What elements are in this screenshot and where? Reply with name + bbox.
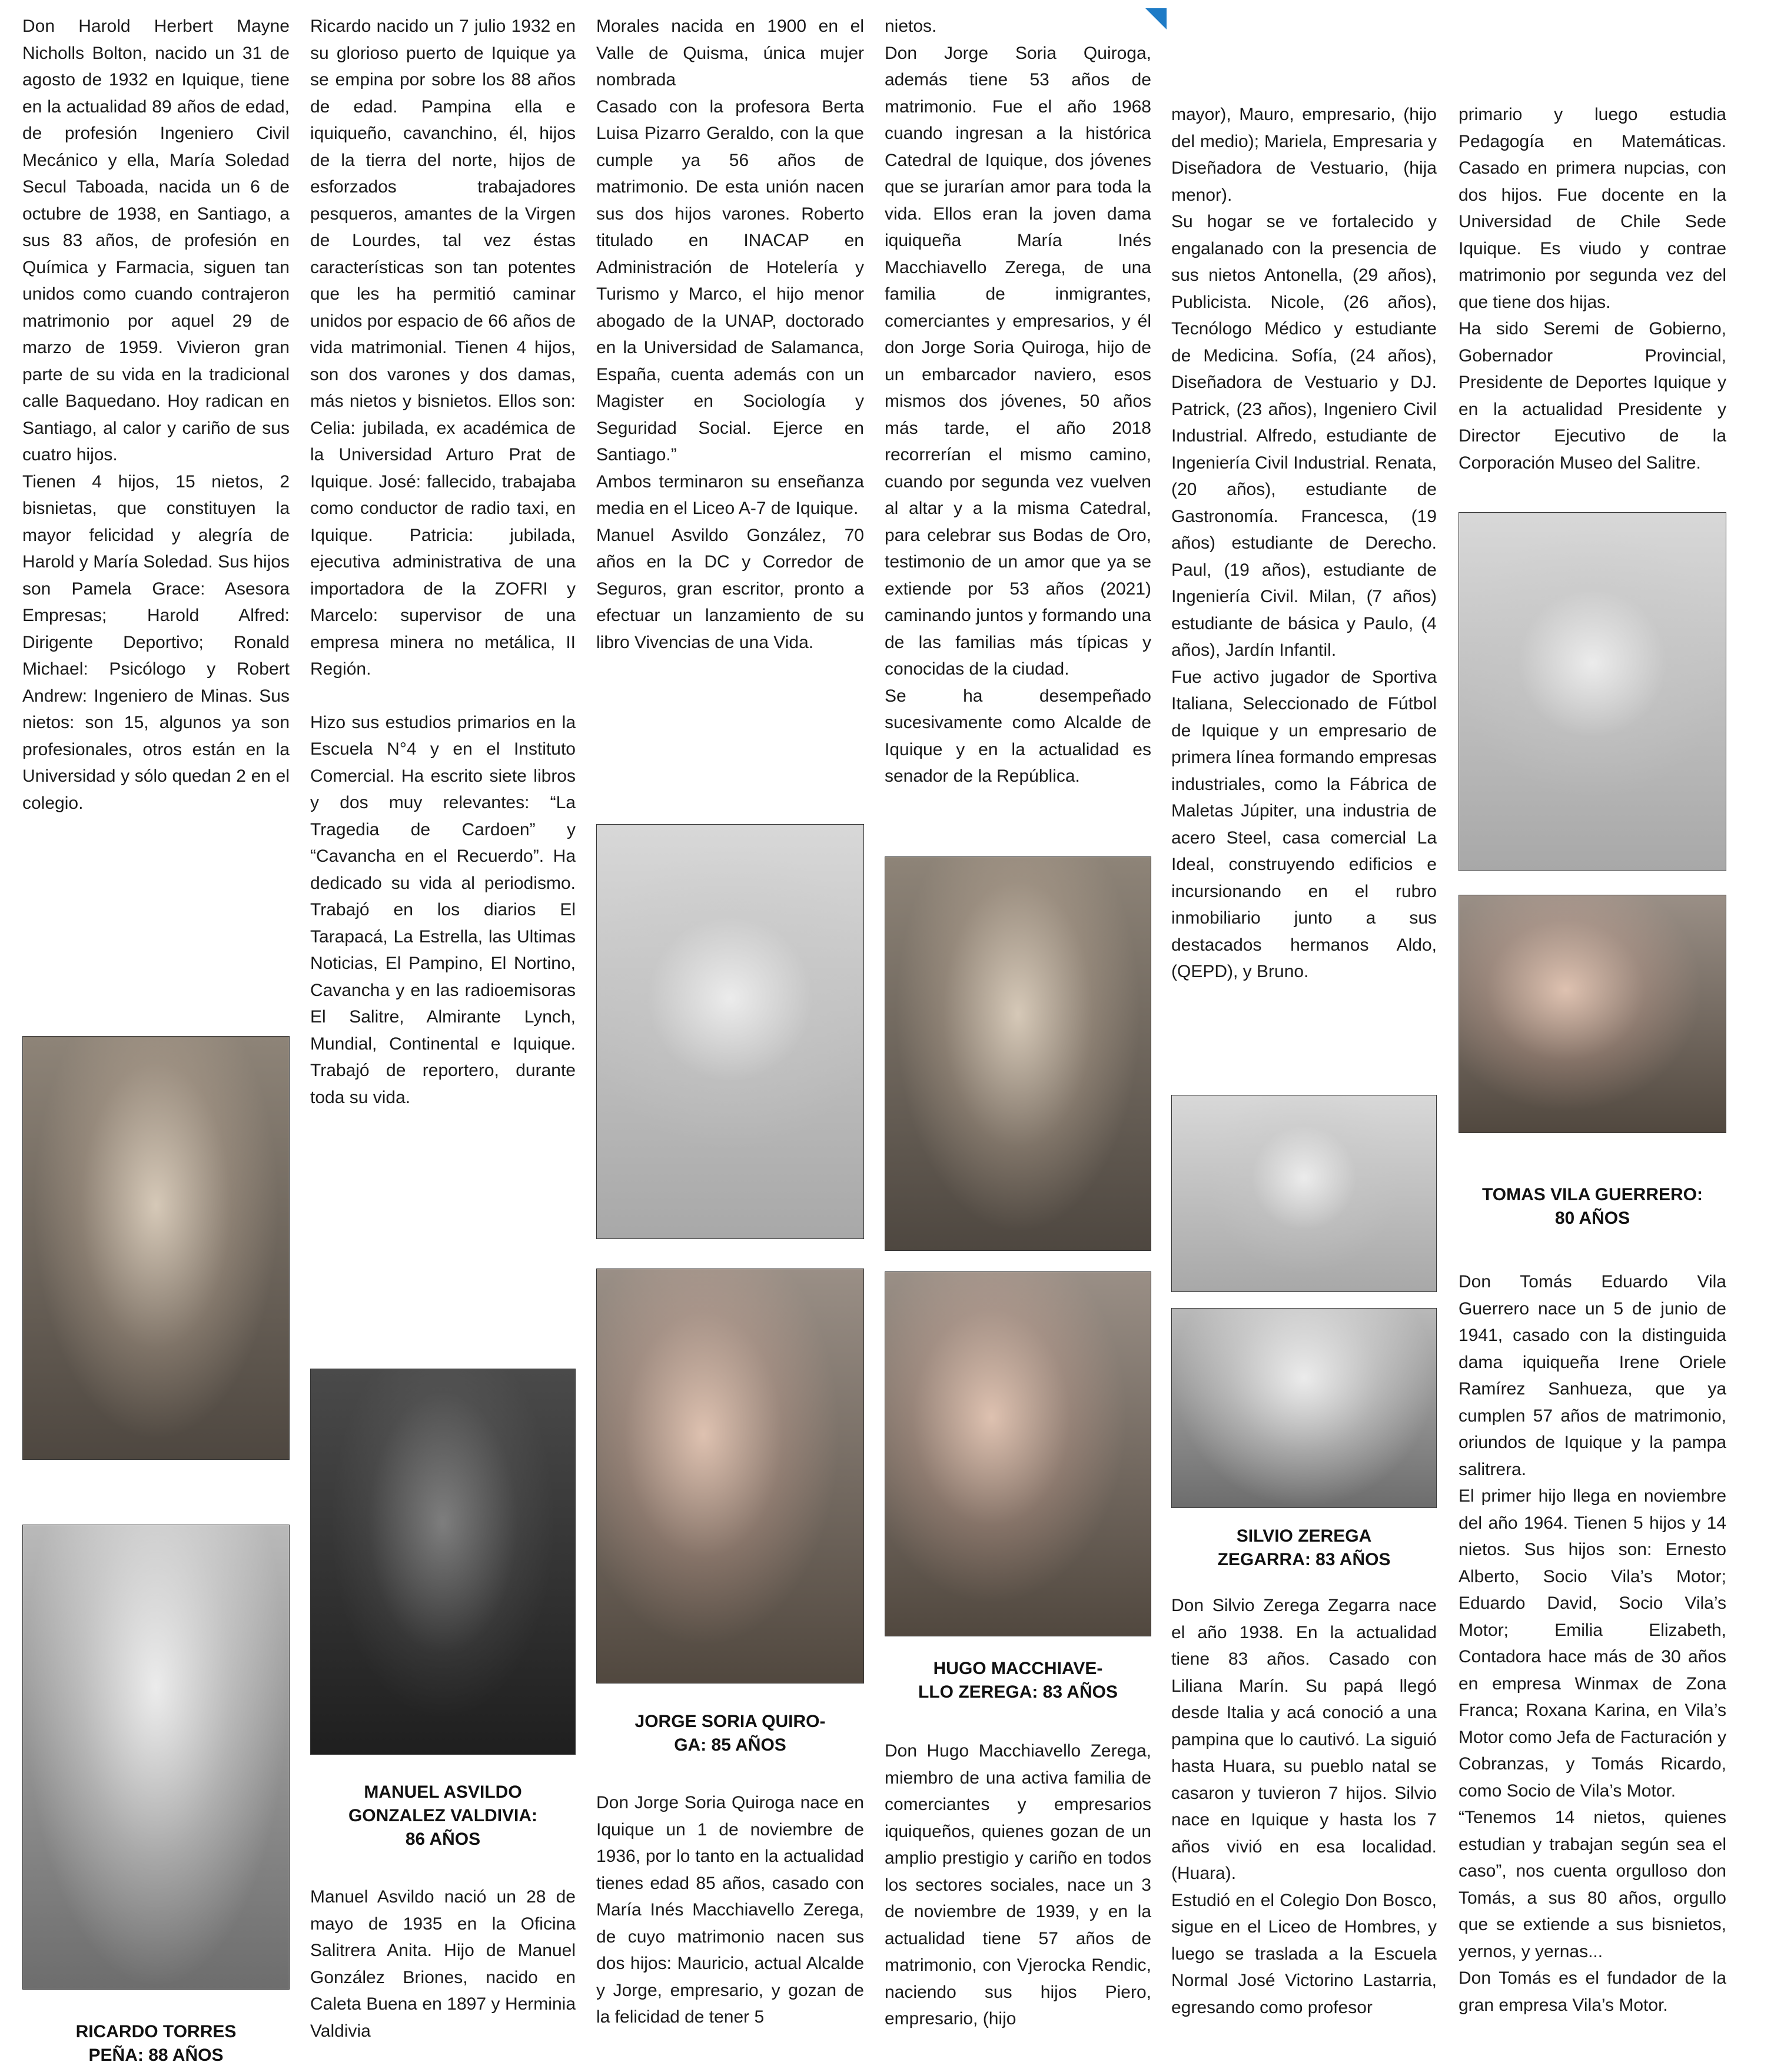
article-harold-paragraph-2: Tienen 4 hijos, 15 nietos, 2 bisnietas, que constituyen la mayor felicidad y alegría de Harold y María Soledad. Sus hijos son Pamela Grace: Asesora Empresas; Harold Alfred: Dirigente Deportivo; Ronald Michael: Psicólogo y Robert Andrew: Ingeniero de Minas. Sus nietos: son 15, algunos ya son profesionales, otros están en la Universidad y sólo quedan 2 en el colegio. [22,471,290,813]
article-tomas-paragraph-2: El primer hijo llega en noviembre del año 1964. Tienen 5 hijos y 14 nietos. Sus hijos son: Ernesto Alberto, Socio Vila’s Motor; Eduardo David, Socio Vila’s Motor; Emilia Elizabeth, Contadora hace más de 30 años en empresa Winmax de Zona Franca; Roxana Karina, en Vila’s Motor como Jefa de Facturación y Cobranzas, y Tomás Ricardo, como Socio de Vila’s Motor. [1459,1486,1726,1801]
article-hugo-paragraph-3: Su hogar se ve fortalecido y engalanado con la presencia de sus nietos Antonella, (29 años), Publicista. Nicole, (26 años), Tecnólogo Médico y estudiante de Medicina. Sofía, (24 años), Diseñadora de Vestuario y DJ. Patrick, (23 años), Ingeniero Civil Industrial. Alfredo, estudiante de Ingeniería Civil Industrial. Renata, (20 años), estudiante de Gastronomía. Francesca, (19 años) estudiante de Derecho. Paul, (19 años), estudiante de Ingeniería Civil. Milan, (7 años) estudiante de básica y Paulo, (4 años), Jardín Infantil. [1171,212,1437,660]
photo-macchiavello-young-couple [885,856,1151,1251]
article-manuel-paragraph-1: Manuel Asvildo nació un 28 de mayo de 1935 en la Oficina Salitrera Anita. Hijo de Manuel González Briones, nacido en Caleta Buena en 1897 y Herminia Valdivia [310,1887,576,2041]
caption-manuel-asvildo: MANUEL ASVILDO GONZALEZ VALDIVIA: 86 AÑOS [348,1782,538,1849]
caption-hugo-macchiavello: HUGO MACCHIAVE- LLO ZEREGA: 83 AÑOS [918,1659,1118,1702]
photo-manuel-asvildo-couple [310,1369,576,1755]
article-jorge-paragraph-1: Don Jorge Soria Quiroga nace en Iquique un 1 de noviembre de 1936, por lo tanto en la actualidad tienes edad 85 años, casado con María Inés Macchiavello Zerega, de cuyo matrimonio nacen sus dos hijos: Mauricio, actual Alcalde y Jorge, empresario, y gozan de la felicidad de tener 5 [596,1793,864,2027]
article-manuel-paragraph-3: Casado con la profesora Berta Luisa Pizarro Geraldo, con la que cumple ya 56 años de matrimonio. De esta unión nacen sus dos hijos varones. Roberto titulado en INACAP en Administración de Hotelería y Turismo y Marco, el hijo menor abogado de la UNAP, doctorado en la Universidad de Salamanca, España, cuenta además con un Magister en Sociología y Seguridad Social. Ejerce en Santiago.” [596,97,864,464]
column-6 [1459,101,1726,476]
article-manuel-paragraph-4: Ambos terminaron su enseñanza media en el Liceo A-7 de Iquique. [596,471,864,518]
photo-young-woman [22,1036,290,1460]
column-5-bottom [1171,1592,1437,2021]
photo-ricardo-torres [22,1525,290,1990]
photo-hugo-macchiavello-couple [885,1271,1151,1636]
article-ricardo-paragraph-1: Ricardo nacido un 7 julio 1932 en su glorioso puerto de Iquique ya se empina por sobre los 88 años de edad. Pampina ella e iquiqueño, cavanchino, él, hijos de la tierra del norte, hijos de esforzados trabajadores pesqueros, amantes de la Virgen de Lourdes, tal vez éstas características son tan potentes que les ha permitió caminar unidos por espacio de 66 años de vida matrimonial. Tienen 4 hijos, son dos varones y dos damas, más nietos y bisnietos. Ellos son: Celia: jubilada, ex académica de la Universidad Arturo Prat de Iquique. José: fallecido, trabajaba como conductor de radio taxi, en Iquique. Patricia: jubilada, ejecutiva administrativa de una importadora de la ZOFRI y Marcelo: supervisor de una empresa minera no metálica, II Región. [310,16,576,679]
caption-tomas-vila: TOMAS VILA GUERRERO: 80 AÑOS [1481,1185,1703,1228]
article-silvio-paragraph-3: primario y luego estudia Pedagogía en Matemáticas. Casado en primera nupcias, con dos hijos. Fue docente en la Universidad de Chile Sede Iquique. Es viudo y contrae matrimonio por segunda vez del que tiene dos hijas. [1459,105,1726,312]
article-silvio-paragraph-1: Don Silvio Zerega Zegarra nace el año 1938. En la actualidad tiene 83 años. Casado con Liliana Marín. Su papá llegó desde Italia y acá conoció a una pampina que lo cautivó. La siguió hasta Huara, su pueblo natal se casaron y tuvieron 7 hijos. Silvio nace en Iquique y hasta los 7 años vivió en esa localidad. (Huara). [1171,1596,1437,1883]
article-silvio-paragraph-2: Estudió en el Colegio Don Bosco, sigue en el Liceo de Hombres, y luego se traslada a la Escuela Normal José Victorino Lastarria, egresando como profesor [1171,1890,1437,2017]
caption-ricardo-torres: RICARDO TORRES PEÑA: 88 AÑOS [75,2022,237,2065]
article-hugo-paragraph-4: Fue activo jugador de Sportiva Italiana, Seleccionado de Fútbol de Iquique y un empresario de primera línea formando empresas industriales, como la Fábrica de Maletas Júpiter, una industria de acero Steel, casa comercial La Ideal, construyendo edificios e incursionando en el rubro inmobiliario junto a sus destacados hermanos Aldo, (QEPD), y Bruno. [1171,667,1437,981]
column-3-bottom [596,1789,864,2031]
article-tomas-paragraph-1: Don Tomás Eduardo Vila Guerrero nace un 5 de junio de 1941, casado con la distinguida dama iquiqueña Irene Oriele Ramírez Sanhueza, que ya cumplen 57 años de matrimonio, oriundos de Iquique y la pampa salitrera. [1459,1272,1726,1479]
photo-vila-couple-seated [1459,512,1726,871]
article-jorge-paragraph-2: nietos. [885,16,937,36]
photo-tomas-vila-couple [1459,895,1726,1133]
article-silvio-paragraph-4: Ha sido Seremi de Gobierno, Gobernador Provincial, Presidente de Deportes Iquique y en la actualidad Presidente y Director Ejecutivo de la Corporación Museo del Salitre. [1459,319,1726,473]
photo-soria-wedding-1968 [596,824,864,1239]
article-manuel-paragraph-2: Morales nacida en 1900 en el Valle de Quisma, única mujer nombrada [596,16,864,89]
photo-zerega-wedding [1171,1095,1437,1292]
article-jorge-paragraph-3: Don Jorge Soria Quiroga, además tiene 53 años de matrimonio. Fue el año 1968 cuando ingresan a la histórica Catedral de Iquique, dos jóvenes que se jurarían amor para toda la vida. Ellos eran la joven dama iquiqueña María Inés Macchiavello Zerega, de una familia de inmigrantes, comerciantes y empresarios, y él don Jorge Soria Quiroga, hijo de un embarcador naviero, esos mismos dos jóvenes, 50 años más tarde, el año 2018 recorrerían el mismo camino, cuando por segunda vez vuelven al altar y a la misma Catedral, para celebrar sus Bodas de Oro, testimonio de un amor que ya se extiende por 53 años (2021) caminando juntos y formando una de las familias más típicas y conocidas de la ciudad. [885,43,1151,679]
photo-soria-gold-wedding [596,1269,864,1684]
article-tomas-paragraph-4: Don Tomás es el fundador de la gran empresa Vila’s Motor. [1459,1968,1726,2015]
article-tomas-paragraph-3: “Tenemos 14 nietos, quienes estudian y trabajan según sea el caso”, nos cuenta orgulloso don Tomás, a sus 80 años, orgullo que se extiende a sus bisnietos, yernos, y yernas... [1459,1808,1726,1961]
column-3 [596,13,864,656]
column-1 [22,13,290,816]
caption-silvio-zerega: SILVIO ZEREGA ZEGARRA: 83 AÑOS [1217,1526,1391,1569]
column-2-bottom [310,1884,576,2044]
article-harold-paragraph-1: Don Harold Herbert Mayne Nicholls Bolton, nacido un 31 de agosto de 1932 en Iquique, tiene en la actualidad 89 años de edad, de profesión Ingeniero Civil Mecánico y ella, María Soledad Secul Taboada, nacida un 6 de octubre de 1938, en Santiago, a sus 83 años, de profesión en Química y Farmacia, siguen tan unidos como cuando contrajeron matrimonio por aquel 29 de marzo de 1959. Vivieron gran parte de su vida en la tradicional calle Baquedano. Hoy radican en Santiago, al calor y cariño de sus cuatro hijos. [22,16,290,464]
photo-silvio-zerega [1171,1308,1437,1508]
article-hugo-paragraph-2: mayor), Mauro, empresario, (hijo del medio); Mariela, Empresaria y Diseñadora de Vestuario, (hija menor). [1171,105,1437,205]
article-jorge-paragraph-4: Se ha desempeñado sucesivamente como Alcalde de Iquique y en la actualidad es senador de la República. [885,686,1151,786]
column-2 [310,13,576,1111]
article-ricardo-paragraph-2: Hizo sus estudios primarios en la Escuela N°4 y en el Instituto Comercial. Ha escrito siete libros y dos muy relevantes: “La Tragedia de Cardoen” y “Cavancha en el Recuerdo”. Ha dedicado su vida al periodismo. Trabajó en los diarios El Tarapacá, La Estrella, las Ultimas Noticias, El Pampino, El Nortino, Cavancha y en las radioemisoras El Salitre, Almirante Lynch, Mundial, Continental e Iquique. Trabajó de reportero, durante toda su vida. [310,712,576,1107]
column-5 [1171,101,1437,985]
column-4 [885,13,1151,790]
column-4-bottom [885,1738,1151,2033]
column-6-bottom [1459,1269,1726,2018]
article-hugo-paragraph-1: Don Hugo Macchiavello Zerega, miembro de una activa familia de comerciantes y empresarios iquiqueños, quienes gozan de un amplio prestigio y cariño en todos los sectores sociales, nace un 3 de noviembre de 1939, y en la actualidad tiene 57 años de matrimonio, con Vjerocka Rendic, naciendo sus hijos Piero, empresario, (hijo [885,1741,1151,2028]
caption-jorge-soria: JORGE SORIA QUIRO- GA: 85 AÑOS [634,1712,826,1755]
article-manuel-paragraph-5: Manuel Asvildo González, 70 años en la DC y Corredor de Seguros, gran escritor, pronto a efectuar un lanzamiento de su libro Vivencias de una Vida. [596,525,864,652]
